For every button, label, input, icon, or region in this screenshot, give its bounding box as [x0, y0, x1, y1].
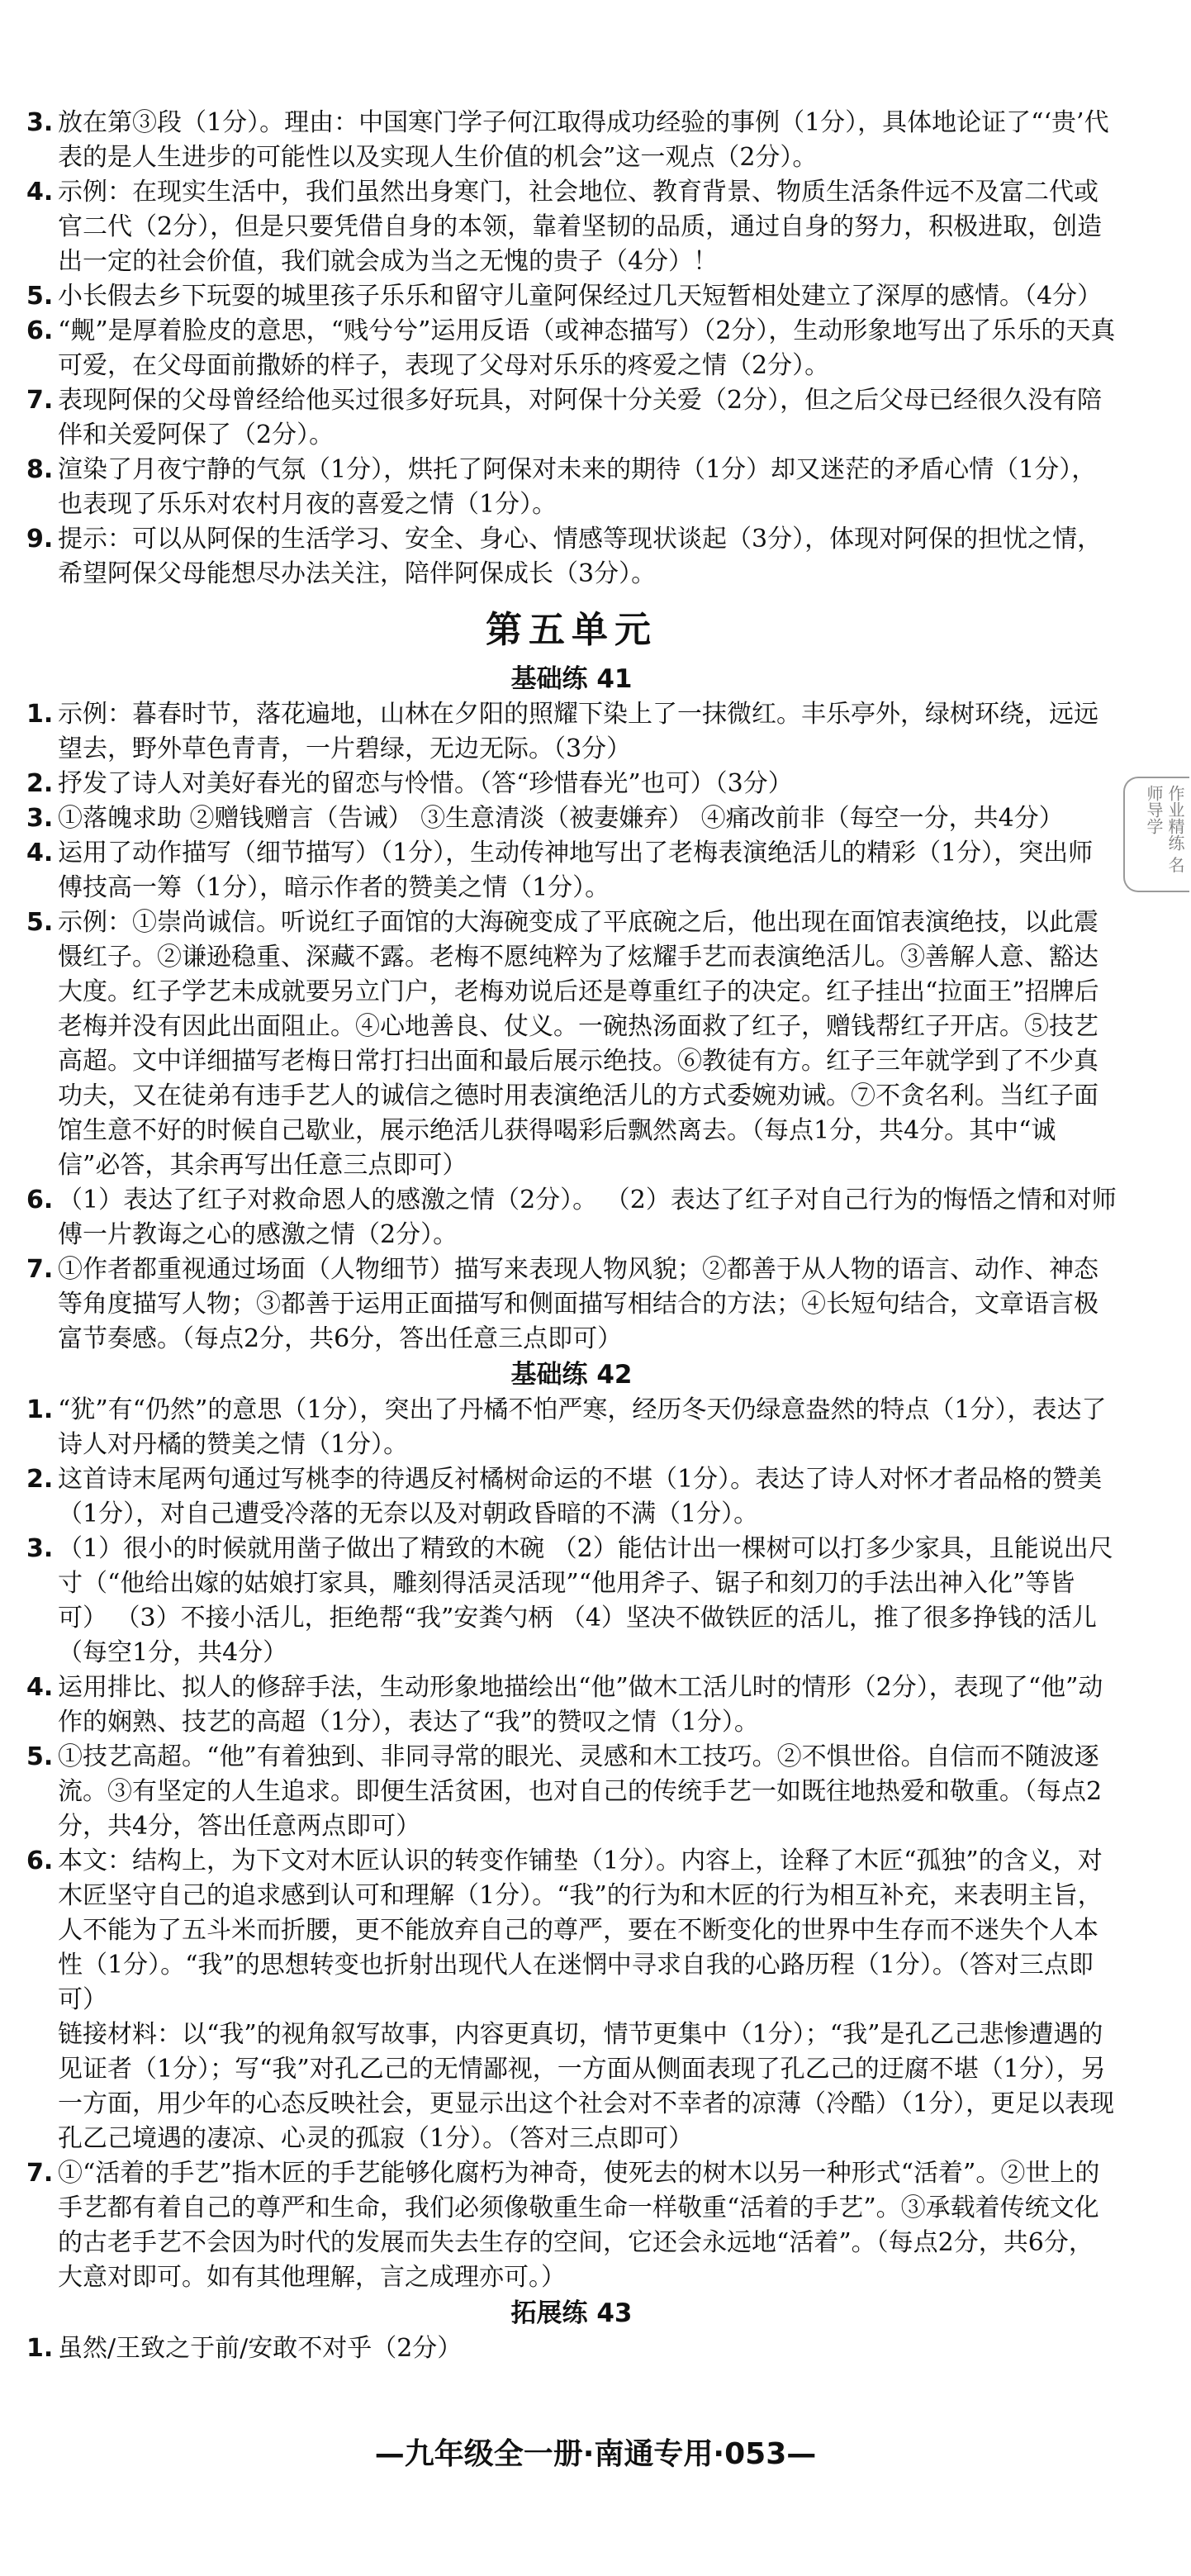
item-number: 4. [26, 1673, 54, 1702]
item-text: 渲染了月夜宁静的气氛（1分），烘托了阿保对未来的期待（1分）却又迷茫的矛盾心情（1分），也表现了乐乐对农村月夜的喜爱之情（1分）。 [58, 455, 1097, 519]
list-item [26, 1393, 1117, 1462]
item-text: 提示：可以从阿保的生活学习、安全、身心、情感等现状谈起（3分），体现对阿保的担忧之情，希望阿保父母能想尽办法关注，陪伴阿保成长（3分）。 [58, 525, 1103, 588]
list-item [26, 801, 1117, 836]
item-number: 4. [26, 178, 54, 207]
section-title: 拓展练 43 [510, 2298, 633, 2328]
section-41-items [26, 697, 1117, 1357]
page-footer: —九年级全一册·南通专用·053— [374, 2437, 817, 2471]
item-number: 7. [26, 1255, 54, 1284]
item-text: 本文：结构上，为下文对木匠认识的转变作铺垫（1分）。内容上，诠释了木匠“孤独”的含义，对木匠坚守自己的追求感到认可和理解（1分）。“我”的行为和木匠的行为相互补充，来表明主旨，人不能为了五斗米而折腰，更不能放弃自己的尊严，要在不断变化的世界中生存而不迷失个人本性（1分）。“我”的思想转变也折射出现代人在迷惘中寻求自我的心路历程（1分）。（答对三点即可） [58, 1846, 1103, 2014]
item-number: 1. [26, 1395, 54, 1424]
list-item [26, 522, 1117, 592]
list-item [26, 1183, 1117, 1252]
item-number: 5. [26, 1742, 54, 1771]
list-item [26, 905, 1117, 1183]
list-item [26, 383, 1117, 453]
answer-content [26, 106, 1117, 2366]
item-text: 运用了动作描写（细节描写）（1分），生动传神地写出了老梅表演绝活儿的精彩（1分），突出师傅技高一筹（1分），暗示作者的赞美之情（1分）。 [58, 839, 1094, 902]
list-item [26, 279, 1117, 314]
item-text: 示例：①崇尚诚信。听说红子面馆的大海碗变成了平底碗之后，他出现在面馆表演绝技，以此震慑红子。②谦逊稳重、深藏不露。老梅不愿纯粹为了炫耀手艺而表演绝活儿。③善解人意、豁达大度。红子学艺未成就要另立门户，老梅劝说后还是尊重红子的决定。红子挂出“拉面王”招牌后老梅并没有因此出面阻止。④心地善良、仗义。一碗热汤面救了红子，赠钱帮红子开店。⑤技艺高超。文中详细描写老梅日常打扫出面和最后展示绝技。⑥教徒有方。红子三年就学到了不少真功夫，又在徒弟有违手艺人的诚信之德时用表演绝活儿的方式委婉劝诫。⑦不贪名利。当红子面馆生意不好的时候自己歇业，展示绝活儿获得喝彩后飘然离去。（每点1分，共4分。其中“诚信”必答，其余再写出任意三点即可） [58, 908, 1099, 1180]
list-item [26, 1532, 1117, 1671]
item-number: 1. [26, 700, 54, 729]
list-item [26, 2331, 1117, 2366]
item-number: 3. [26, 108, 54, 137]
list-item [26, 2156, 1117, 2295]
item-number: 6. [26, 1186, 54, 1214]
section-title: 基础练 41 [510, 664, 633, 694]
list-item [26, 1740, 1117, 1844]
list-item [26, 767, 1117, 801]
list-item [26, 1671, 1117, 1740]
section-title: 基础练 42 [510, 1360, 633, 1390]
item-number: 4. [26, 839, 54, 867]
list-item [26, 697, 1117, 767]
item-text: 这首诗末尾两句通过写桃李的待遇反衬橘树命运的不堪（1分）。表达了诗人对怀才者品格的赞美（1分），对自己遭受冷落的无奈以及对朝政昏暗的不满（1分）。 [58, 1465, 1103, 1528]
item-text: 虽然/王致之于前/安敢不对乎（2分） [58, 2334, 463, 2363]
item-number: 3. [26, 804, 54, 833]
list-item [26, 314, 1117, 383]
item-number: 7. [26, 386, 54, 415]
section-43-items [26, 2331, 1117, 2366]
list-item [26, 1252, 1117, 1357]
list-item [26, 106, 1117, 175]
item-text: 放在第③段（1分）。理由：中国寒门学子何江取得成功经验的事例（1分），具体地论证了“‘贵’代表的是人生进步的可能性以及实现人生价值的机会”这一观点（2分）。 [58, 108, 1109, 172]
item-number: 5. [26, 908, 54, 937]
unit-title: 第五单元 [486, 609, 657, 651]
item-text: ①作者都重视通过场面（人物细节）描写来表现人物风貌；②都善于从人物的语言、动作、神态等角度描写人物；③都善于运用正面描写和侧面描写相结合的方法；④长短句结合，文章语言极富节奏感。（每点2分，共6分，答出任意三点即可） [58, 1255, 1098, 1353]
item-number: 5. [26, 282, 54, 311]
item-number: 9. [26, 525, 54, 554]
item-text: 表现阿保的父母曾经给他买过很多好玩具，对阿保十分关爱（2分），但之后父母已经很久没有陪伴和关爱阿保了（2分）。 [58, 386, 1103, 449]
item-number: 7. [26, 2159, 54, 2188]
list-item [26, 1462, 1117, 1532]
item-text: 抒发了诗人对美好春光的留恋与怜惜。（答“珍惜春光”也可）（3分） [58, 769, 793, 798]
item-text: （1）很小的时候就用凿子做出了精致的木碗 （2）能估计出一棵树可以打多少家具，且能说出尺寸（“他给出嫁的姑娘打家具，雕刻得活灵活现”“他用斧子、锯子和刻刀的手法出神入化”等皆可） （3）不接小活儿，拒绝帮“我”安粪勺柄 （4）坚决不做铁匠的活儿，推了很多挣钱的活儿（每空1分，共4分） [58, 1534, 1113, 1667]
item-text: 小长假去乡下玩耍的城里孩子乐乐和留守儿童阿保经过几天短暂相处建立了深厚的感情。（4分） [58, 282, 1103, 311]
list-item [26, 1844, 1117, 2156]
item-number: 6. [26, 316, 54, 345]
section-42-items [26, 1393, 1117, 2295]
item-text: ①技艺高超。“他”有着独到、非同寻常的眼光、灵感和木工技巧。②不惧世俗。自信而不随波逐流。③有坚定的人生追求。即便生活贫困，也对自己的传统手艺一如既往地热爱和敬重。（每点2分，共4分，答出任意两点即可） [58, 1742, 1103, 1841]
item-text: 运用排比、拟人的修辞手法，生动形象地描绘出“他”做木工活儿时的情形（2分），表现了“他”动作的娴熟、技艺的高超（1分），表达了“我”的赞叹之情（1分）。 [58, 1673, 1103, 1737]
item-text: ①“活着的手艺”指木匠的手艺能够化腐朽为神奇，使死去的树木以另一种形式“活着”。②世上的手艺都有着自己的尊严和生命，我们必须像敬重生命一样敬重“活着的手艺”。③承载着传统文化的古老手艺不会因为时代的发展而失去生存的空间，它还会永远地“活着”。（每点2分，共6分，大意对即可。如有其他理解，言之成理亦可。） [58, 2159, 1100, 2292]
item-text: （1）表达了红子对救命恩人的感激之情（2分）。 （2）表达了红子对自己行为的悔悟之情和对师傅一片教诲之心的感激之情（2分）。 [58, 1186, 1117, 1249]
margin-stamp: 作业精练 名师导学 [1123, 777, 1189, 892]
item-number: 1. [26, 2334, 54, 2363]
item-number: 2. [26, 1465, 54, 1494]
item-text: “觍”是厚着脸皮的意思，“贱兮兮”运用反语（或神态描写）（2分），生动形象地写出了乐乐的天真可爱，在父母面前撒娇的样子，表现了父母对乐乐的疼爱之情（2分）。 [58, 316, 1116, 380]
list-item [26, 453, 1117, 522]
item-text: 示例：在现实生活中，我们虽然出身寒门，社会地位、教育背景、物质生活条件远不及富二代或官二代（2分），但是只要凭借自身的本领，靠着坚韧的品质，通过自身的努力，积极进取，创造出一定的社会价值，我们就会成为当之无愧的贵子（4分）！ [58, 178, 1103, 276]
item-text: “犹”有“仍然”的意思（1分），突出了丹橘不怕严寒，经历冬天仍绿意盎然的特点（1分），表达了诗人对丹橘的赞美之情（1分）。 [58, 1395, 1107, 1459]
list-item [26, 175, 1117, 279]
item-extra-text: 链接材料：以“我”的视角叙写故事，内容更真切，情节更集中（1分）；“我”是孔乙己悲惨遭遇的见证者（1分）；写“我”对孔乙己的无情鄙视，一方面从侧面表现了孔乙己的迂腐不堪（1分），另一方面，用少年的心态反映社会，更显示出这个社会对不幸者的凉薄（冷酷）（1分），更足以表现孔乙己境遇的凄凉、心灵的孤寂（1分）。（答对三点即可） [58, 2020, 1115, 2153]
item-number: 2. [26, 769, 54, 798]
item-number: 6. [26, 1846, 54, 1875]
item-text: ①落魄求助 ②赠钱赠言（告诫） ③生意清淡（被妻嫌弃） ④痛改前非（每空一分，共4分） [58, 804, 1064, 833]
item-number: 8. [26, 455, 54, 484]
answers-part1 [26, 106, 1117, 592]
list-item [26, 836, 1117, 905]
item-text: 示例：暮春时节，落花遍地，山林在夕阳的照耀下染上了一抹微红。丰乐亭外，绿树环绕，远远望去，野外草色青青，一片碧绿，无边无际。（3分） [58, 700, 1098, 763]
item-number: 3. [26, 1534, 54, 1563]
